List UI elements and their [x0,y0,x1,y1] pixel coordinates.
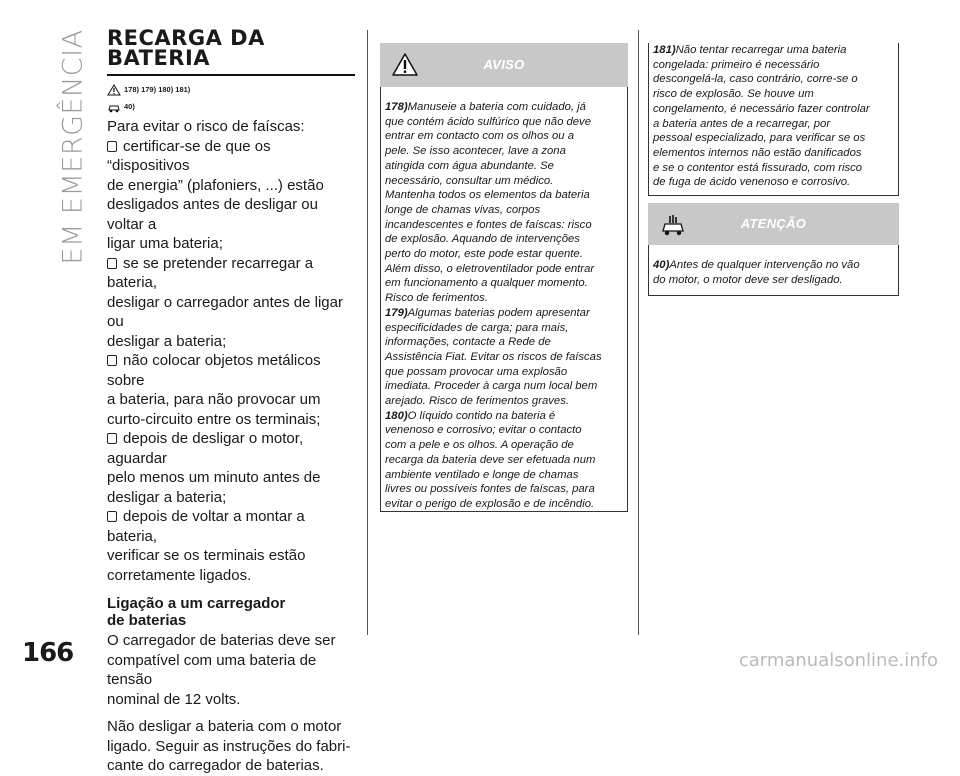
car-attention-icon [107,101,121,113]
atencao-box [648,203,899,296]
note-text: longe de chamas vivas, corpos [385,203,541,216]
note-text: evitar o perigo de explosão e de incêndio. [385,497,595,510]
column-divider [638,30,639,635]
note-line [653,131,892,146]
column-divider [367,30,368,635]
section-title [107,28,355,68]
checkbox-bullet-icon [107,141,117,152]
subheading-line: Ligação a um carregador [107,595,286,612]
note-line [385,247,621,262]
note-text: Manuseie a bateria com cuidado, já [407,101,586,113]
note-line [385,159,621,174]
intro-text: Para evitar o risco de faíscas: [107,118,305,135]
bullet-item [107,137,355,254]
paragraph-line: ligado. Seguir as instruções do fabri- [107,737,351,755]
bullet-text: desligados antes de desligar ou voltar a [107,196,318,233]
subheading-line: de baterias [107,612,187,629]
note-line [385,115,621,130]
note-text: congelamento, é necessário fazer controlar [653,102,870,115]
note-line [385,438,621,453]
note-text: venenoso e corrosivo; evitar o contacto [385,424,582,437]
aviso-title: AVISO [483,57,525,72]
bullet-line [107,351,355,390]
note-text: imediata. Proceder à carga num local bem [385,380,598,393]
note-line [385,306,621,321]
bullet-item [107,351,355,429]
bullet-text: verificar se os terminais estão [107,547,306,564]
bullet-list [107,137,355,586]
note-line [385,394,621,409]
note-line [385,453,621,468]
bullet-line [107,546,355,566]
bullet-text: desligar a bateria; [107,488,227,506]
note-line [653,87,892,102]
note-line [653,258,892,273]
bullet-line [107,195,355,234]
note-text: de fuga de ácido venenoso e corrosivo. [653,176,851,189]
body-text [107,117,355,776]
note-text: congelada: primeiro é necessário [653,58,820,71]
bullet-item [107,254,355,352]
note-line [385,262,621,277]
note-item [653,43,892,190]
note-text: pessoal especializado, para verificar se os [653,132,866,145]
note-line [385,335,621,350]
bullet-line [107,507,355,546]
note-item [653,258,892,287]
note-line [385,218,621,233]
note-line [653,58,892,73]
note-text: e se o contentor está fissurado, com risco [653,161,863,174]
note-text: pele. Se isso acontecer, lave a zona [385,145,566,158]
bullet-text: depois de desligar o motor, aguardar [107,430,304,467]
bullet-text: depois de voltar a montar a bateria, [107,508,305,545]
note-line [385,174,621,189]
atencao-title: ATENÇÃO [740,216,807,231]
bullet-text: se se pretender recarregar a bateria, [107,254,314,291]
note-line [385,379,621,394]
note-text: informações, contacte a Rede de [385,336,551,349]
paragraph-line: nominal de 12 volts. [107,690,241,708]
note-line [385,188,621,203]
note-text: elementos internos não estão danificados [653,146,862,159]
bullet-line [107,390,355,410]
bullet-text: pelo menos um minuto antes de [107,469,321,486]
note-item [385,306,621,409]
note-number: 180) [385,409,408,422]
bullet-text: certificar-se de que os “dispositivos [107,137,271,174]
chapter-side-tab [52,24,94,270]
bullet-line [107,566,355,586]
subheading [107,595,355,629]
watermark: carmanualsonline.info [738,650,938,671]
bullet-line [107,488,355,508]
note-line [653,146,892,161]
note-text: atingida com água abundante. Se [385,159,554,172]
main-column [107,28,355,776]
warning-references [107,83,355,96]
note-text: risco de explosão. Se houve um [653,88,814,101]
reference-numbers: 40) [124,102,135,111]
bullet-text: curto-circuito entre os terminais; [107,410,321,428]
paragraph-line: Não desligar a bateria com o motor [107,718,342,735]
bullet-item [107,507,355,585]
note-text: com a pele e os olhos. A operação de [385,439,574,452]
note-text: de explosão. Aquando de intervenções [385,233,580,246]
bullet-line [107,293,355,332]
note-text: incandescentes e fontes de faíscas: risco [385,218,592,231]
note-line [385,232,621,247]
title-line: BATERIA [107,46,211,70]
note-number: 179) [385,306,408,319]
note-number: 181) [653,44,676,56]
note-text: que contém ácido sulfúrico que não deve [385,115,591,128]
note-text: Não tentar recarregar uma bateria [675,44,847,56]
bullet-text: corretamente ligados. [107,566,252,584]
aviso-body [385,100,621,512]
bullet-line [107,410,355,430]
bullet-text: desligar a bateria; [107,332,227,350]
bullet-text: de energia” (plafoniers, ...) estão [107,176,324,194]
paragraph-line: cante do carregador de baterias. [107,757,324,774]
bullet-line [107,468,355,488]
bullet-line [107,254,355,293]
atencao-body [653,258,892,287]
paragraph-line: compatível com uma bateria de tensão [107,651,317,688]
note-line [385,468,621,483]
note-line [385,409,621,424]
bullet-text: desligar o carregador antes de ligar ou [107,293,343,330]
note-line [653,102,892,117]
note-text: que possam provocar uma explosão [385,365,568,378]
note-line [385,129,621,144]
note-text: livres ou possíveis fontes de faíscas, para [385,483,595,496]
aviso-continued-body [653,43,892,190]
note-line [385,291,621,306]
bullet-text: não colocar objetos metálicos sobre [107,352,321,389]
note-item [385,409,621,512]
note-text: a bateria antes de a recarregar, por [653,117,831,130]
aviso-box [380,43,628,512]
note-number: 40) [653,259,670,271]
aviso-header [380,43,628,87]
bullet-line [107,137,355,176]
checkbox-bullet-icon [107,258,117,269]
hand-warning-icon [107,84,121,96]
paragraph [107,631,355,709]
checkbox-bullet-icon [107,355,117,366]
note-line [653,72,892,87]
bullet-text: ligar uma bateria; [107,235,223,252]
note-text: do motor, o motor deve ser desligado. [653,273,843,286]
note-text: arejado. Risco de ferimentos graves. [385,395,569,408]
aviso-continued-box [648,43,899,196]
note-line [385,365,621,380]
title-rule [107,74,355,76]
attention-references [107,100,355,113]
reference-numbers: 178) 179) 180) 181) [124,85,191,94]
note-line [385,350,621,365]
note-text: Mantenha todos os elementos da bateria [385,189,590,202]
note-number: 178) [385,101,408,113]
note-line [385,203,621,218]
note-text: recarga da bateria deve ser efetuada num [385,453,596,466]
note-text: descongelá-la, caso contrário, corre-se o [653,73,858,86]
note-line [385,497,621,512]
note-text: ambiente ventilado e longe de chamas [385,468,579,481]
bullet-line [107,176,355,196]
note-item [385,100,621,306]
checkbox-bullet-icon [107,511,117,522]
note-line [653,175,892,190]
note-line [385,482,621,497]
note-line [653,161,892,176]
note-text: Risco de ferimentos. [385,292,488,305]
note-text: especificidades de carga; para mais, [385,321,569,334]
note-text: entrar em contacto com os olhos ou a [385,130,575,143]
note-text: perto do motor, este pode estar quente. [385,248,583,261]
note-text: Antes de qualquer intervenção no vão [669,259,860,271]
note-line [653,117,892,132]
note-text: Algumas baterias podem apresentar [407,306,590,319]
note-line [385,276,621,291]
note-line [653,273,892,288]
note-text: em funcionamento a qualquer momento. [385,277,588,290]
bullet-line [107,332,355,352]
bullet-line [107,429,355,468]
note-text: O líquido contido na bateria é [407,409,556,422]
title-line: RECARGA DA [107,26,265,50]
note-line [385,423,621,438]
note-line [385,321,621,336]
chapter-title: EM EMERGÊNCIA [57,29,89,265]
bullet-text: a bateria, para não provocar um [107,391,321,408]
note-line [385,144,621,159]
bullet-line [107,234,355,254]
paragraph-line: O carregador de baterias deve ser [107,632,336,649]
note-text: Além disso, o eletroventilador pode entrar [385,262,595,275]
note-line [385,100,621,115]
atencao-header [648,203,899,245]
paragraph [107,717,355,776]
note-text: Assistência Fiat. Evitar os riscos de faíscas [385,350,602,363]
bullet-item [107,429,355,507]
page-number: 166 [22,638,74,668]
checkbox-bullet-icon [107,433,117,444]
note-text: necessário, consultar um médico. [385,174,554,187]
note-line [653,43,892,58]
